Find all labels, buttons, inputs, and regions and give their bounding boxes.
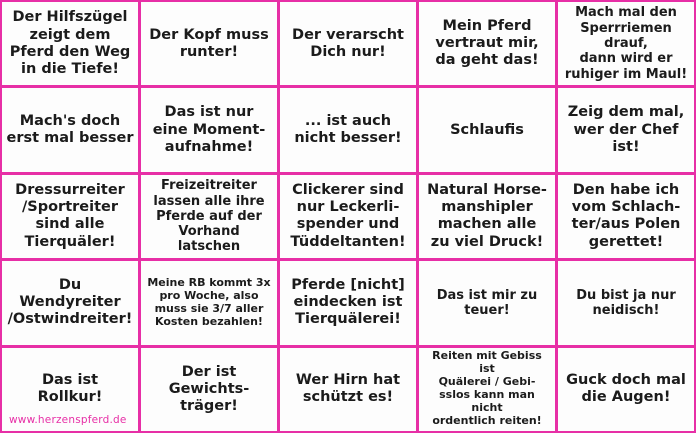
cell-text: Mein Pferd vertraut mir, da geht das!: [435, 18, 539, 69]
bingo-cell-17: [141, 261, 277, 344]
bingo-cell-8: [280, 88, 416, 171]
cell-text: Das ist mir zu teuer!: [436, 287, 538, 318]
bingo-cell-12: [141, 175, 277, 258]
cell-text: Clickerer sind nur Leckerli- spender und Tüddeltanten!: [290, 182, 406, 250]
cell-text: Der Kopf muss runter!: [149, 26, 269, 60]
cell-text: Mach mal den Sperrriemen drauf, dann wird er ruhiger im Maul!: [564, 5, 688, 82]
bingo-cell-2: [141, 2, 277, 85]
bingo-cell-5: [558, 2, 694, 85]
cell-text: Zeig dem mal, wer der Chef ist!: [567, 104, 685, 155]
bingo-cell-11: [2, 175, 138, 258]
cell-text: Der Hilfszügel zeigt dem Pferd den Weg in die Tiefe!: [9, 9, 131, 77]
cell-text: Der verarscht Dich nur!: [292, 26, 404, 60]
bingo-cell-13: [280, 175, 416, 258]
bingo-cell-4: [419, 2, 555, 85]
bingo-cell-22: [141, 348, 277, 431]
cell-text: Pferde [nicht] eindecken ist Tierquälerei!: [291, 277, 405, 328]
bingo-cell-10: [558, 88, 694, 171]
cell-text: Mach's doch erst mal besser: [6, 112, 134, 147]
cell-text: Freizeitreiter lassen alle ihre Pferde auf der Vorhand latschen: [153, 178, 265, 255]
cell-text: ... ist auch nicht besser!: [294, 112, 402, 147]
bingo-cell-7: [141, 88, 277, 171]
cell-text: Meine RB kommt 3x pro Woche, also muss sie 3/7 aller Kosten bezahlen!: [147, 275, 271, 328]
watermark-url: www.herzenspferd.de: [9, 413, 127, 426]
cell-text: Das ist nur eine Moment- aufnahme!: [152, 104, 266, 155]
bingo-cell-23: [280, 348, 416, 431]
bingo-cell-1: [2, 2, 138, 85]
bingo-cell-3: [280, 2, 416, 85]
cell-text: Du bist ja nur neidisch!: [576, 287, 676, 318]
bingo-cell-19: [419, 261, 555, 344]
bingo-cell-20: [558, 261, 694, 344]
bingo-cell-24: [419, 348, 555, 431]
cell-text: Guck doch mal die Augen!: [566, 372, 686, 406]
bingo-cell-14: [419, 175, 555, 258]
bingo-cell-6: [2, 88, 138, 171]
cell-text: Natural Horse- manshipler machen alle zu viel Druck!: [427, 182, 547, 250]
cell-text: Den habe ich vom Schlach- ter/aus Polen gerettet!: [571, 182, 681, 250]
bingo-cell-15: [558, 175, 694, 258]
bingo-cell-21: [2, 348, 138, 431]
cell-text: Das ist Rollkur!: [37, 372, 103, 406]
bingo-cell-9: [419, 88, 555, 171]
bingo-cell-16: [2, 261, 138, 344]
cell-text: Schlaufis: [450, 121, 524, 138]
cell-text: Du Wendyreiter /Ostwindreiter!: [7, 277, 133, 328]
bingo-cell-18: [280, 261, 416, 344]
cell-text: Reiten mit Gebiss ist Quälerei / Gebi- sslos kann man nicht ordentlich reiten!: [432, 349, 542, 428]
cell-text: Wer Hirn hat schützt es!: [295, 372, 401, 406]
bingo-cell-25: [558, 348, 694, 431]
cell-text: Dressurreiter /Sportreiter sind alle Tierquäler!: [15, 182, 125, 250]
cell-text: Der ist Gewichts- träger!: [168, 363, 250, 414]
